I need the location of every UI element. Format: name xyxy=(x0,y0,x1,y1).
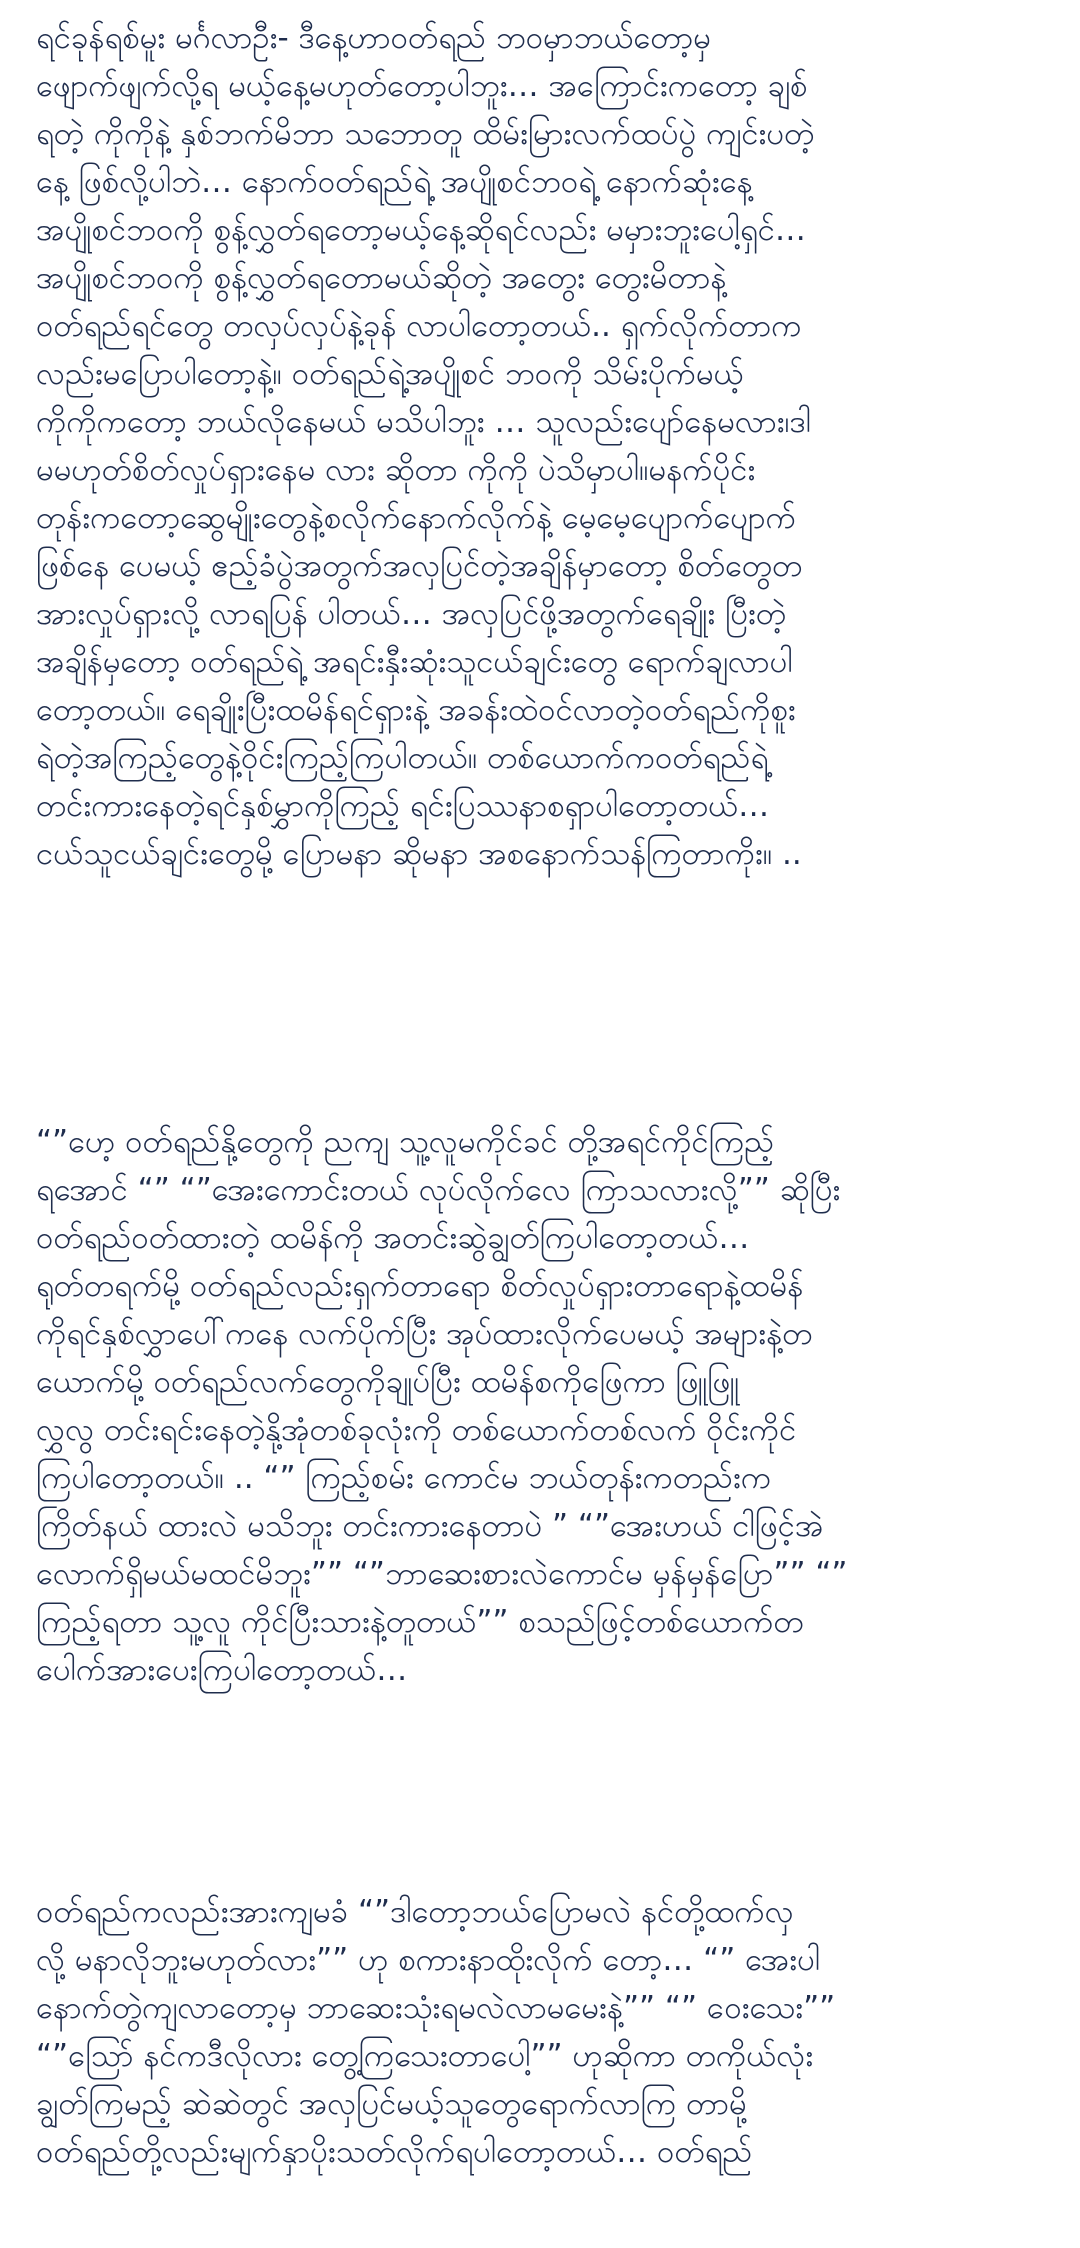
text-line: ကိုရင်နှစ်လွှာပေါ်ကနေ လက်ပိုက်ပြီး အုပ်ထားလိုက်ပေမယ့် အများနဲ့တ xyxy=(36,1316,813,1352)
text-line: ကြည့်ရတာ သူ့လူ ကိုင်ပြီးသားနဲ့တူတယ်”” စသည်ဖြင့်တစ်ယောက်တ xyxy=(36,1604,804,1640)
text-line: နောက်တွဲကျလာတော့မှ ဘာဆေးသုံးရမလဲလာမမေးနဲ့”” “” ၀ေးသေး”” xyxy=(36,1990,836,2026)
text-line: ယောက်မို့ ၀တ်ရည်လက်တွေကိုချုပ်ပြီး ထမိန်စကိုဖြေကာ ဖြူဖြူ xyxy=(36,1364,740,1400)
text-line: ရဲတဲ့အကြည့်တွေနဲ့ဝိုင်းကြည့်ကြပါတယ်။ တစ်ယောက်က၀တ်ရည်ရဲ့ xyxy=(36,740,769,776)
text-line: ရအောင် “” “”အေးကောင်းတယ် လုပ်လိုက်လေ ကြာသလားလို့”” ဆိုပြီး xyxy=(36,1172,841,1208)
text-line: ချွတ်ကြမည့် ဆဲဆဲတွင် အလှပြင်မယ့်သူတွေရောက်လာကြ တာမို့ xyxy=(36,2086,747,2122)
text-line: ၀တ်ရည်ကလည်းအားကျမခံ “”ဒါတော့ဘယ်ပြောမလဲ နင်တို့ထက်လှ xyxy=(36,1894,794,1930)
text-line: လောက်ရှိမယ်မထင်မိဘူး”” “”ဘာဆေးစားလဲကောင်မ မှန်မှန်ပြော”” “” xyxy=(36,1556,848,1592)
paragraph-1 xyxy=(36,14,814,878)
text-line: လွှလွ တင်းရင်းနေတဲ့နို့အုံတစ်ခုလုံးကို တစ်ယောက်တစ်လက် ဝိုင်းကိုင် xyxy=(36,1412,797,1448)
text-line: ရုတ်တရက်မို့ ၀တ်ရည်လည်းရှက်တာရော စိတ်လှုပ်ရှားတာရောနဲ့ထမိန် xyxy=(36,1268,804,1304)
text-line: ငယ်သူငယ်ချင်းတွေမို့ ပြောမနာ ဆိုမနာ အစနောက်သန်ကြတာကိုး။ .. xyxy=(36,836,802,872)
paragraph-3 xyxy=(36,1888,835,2176)
text-line: တုန်းကတော့ဆွေမျိုးတွေနဲ့စလိုက်နောက်လိုက်နဲ့ မေ့မေ့ပျောက်ပျောက် xyxy=(36,500,796,536)
text-line: ကိုကိုကတော့ ဘယ်လိုနေမယ် မသိပါဘူး … သူလည်းပျော်နေမလား၊ဒါ xyxy=(36,404,812,440)
text-line: “”ဩော် နင်ကဒီလိုလား တွေ့ကြသေးတာပေါ့”” ဟုဆိုကာ တကိုယ်လုံး xyxy=(36,2038,814,2074)
text-line: ၀တ်ရည်၀တ်ထားတဲ့ ထမိန်ကို အတင်းဆွဲချွတ်ကြပါတော့တယ်… xyxy=(36,1220,750,1256)
paragraph-2 xyxy=(36,1118,848,1694)
text-line: “”ဟေ့ ၀တ်ရည်နို့တွေကို ညကျ သူ့လူမကိုင်ခင် တို့အရင်ကိုင်ကြည့် xyxy=(36,1124,775,1160)
text-line: ၀တ်ရည်တို့လည်းမျက်နှာပိုးသတ်လိုက်ရပါတော့တယ်… ၀တ်ရည် xyxy=(36,2134,753,2170)
text-line: အားလှုပ်ရှားလို့ လာရပြန် ပါတယ်… အလှပြင်ဖို့အတွက်ရေချိုး ပြီးတဲ့ xyxy=(36,596,787,632)
text-line: တင်းကားနေတဲ့ရင်နှစ်မွှာကိုကြည့် ရင်းပြဿနာစရှာပါတော့တယ်… xyxy=(36,788,770,824)
text-line: အချိန်မှတော့ ၀တ်ရည်ရဲ့ အရင်းနှီးဆုံးသူငယ်ချင်းတွေ ရောက်ချလာပါ xyxy=(36,644,793,680)
text-line: အပျိုစင်ဘ၀ကို စွန့်လွှတ်ရတော့မယ့်နေ့ဆိုရင်လည်း မမှားဘူးပေါ့ရှင်… xyxy=(36,212,806,248)
text-line: အပျိုစင်ဘ၀ကို စွန့်လွှတ်ရတောမယ်ဆိုတဲ့ အတွေး တွေးမိတာနဲ့ xyxy=(36,260,727,296)
text-line: ရင်ခုန်ရစ်မူး မင်္ဂလာဦး- ဒီနေ့ဟာ၀တ်ရည် ဘ၀မှာဘယ်တော့မှ xyxy=(36,20,712,56)
text-line: မမဟုတ်စိတ်လှုပ်ရှားနေမ လား ဆိုတာ ကိုကို ပဲသိမှာပါ။မနက်ပိုင်း xyxy=(36,452,756,488)
text-line: ပေါက်အားပေးကြပါတော့တယ်… xyxy=(36,1652,408,1688)
text-line: ကြပါတော့တယ်။ .. “” ကြည့်စမ်း ကောင်မ ဘယ်တုန်းကတည်းက xyxy=(36,1460,772,1496)
text-line: တော့တယ်။ ရေချိုးပြီးထမိန်ရင်ရှားနဲ့ အခန်းထဲ၀င်လာတဲ့၀တ်ရည်ကိုစူး xyxy=(36,692,796,728)
text-line: ဖြစ်နေ ပေမယ့် ဧည့်ခံပွဲအတွက်အလှပြင်တဲ့အချိန်မှာတော့ စိတ်တွေတ xyxy=(36,548,803,584)
text-line: လို့ မနာလိုဘူးမဟုတ်လား”” ဟု စကားနာထိုးလိုက် တော့… “” အေးပါ xyxy=(36,1942,821,1978)
text-line: ရတဲ့ ကိုကိုနဲ့ နှစ်ဘက်မိဘာ သဘောတူ ထိမ်းမြားလက်ထပ်ပွဲ ကျင်းပတဲ့ xyxy=(36,116,815,152)
text-line: နေ့ ဖြစ်လို့ပါဘဲ… နောက်၀တ်ရည်ရဲ့ အပျိုစင်ဘ၀ရဲ့ နောက်ဆုံးနေ့ xyxy=(36,164,753,200)
text-line: ၀တ်ရည်ရင်တွေ တလှပ်လှပ်နဲ့ခုန် လာပါတော့တယ်.. ရှက်လိုက်တာက xyxy=(36,308,802,344)
text-line: ဖျောက်ဖျက်လို့ရ မယ့်နေ့မဟုတ်တော့ပါဘူး… အကြောင်းကတော့ ချစ် xyxy=(36,68,808,104)
text-line: လည်းမပြောပါတော့နဲ့။ ၀တ်ရည်ရဲ့အပျိုစင် ဘ၀ကို သိမ်းပိုက်မယ့် xyxy=(36,356,744,392)
text-line: ကြိတ်နယ် ထားလဲ မသိဘူး တင်းကားနေတာပဲ ” “”အေးဟယ် ငါဖြင့်အဲ xyxy=(36,1508,824,1544)
